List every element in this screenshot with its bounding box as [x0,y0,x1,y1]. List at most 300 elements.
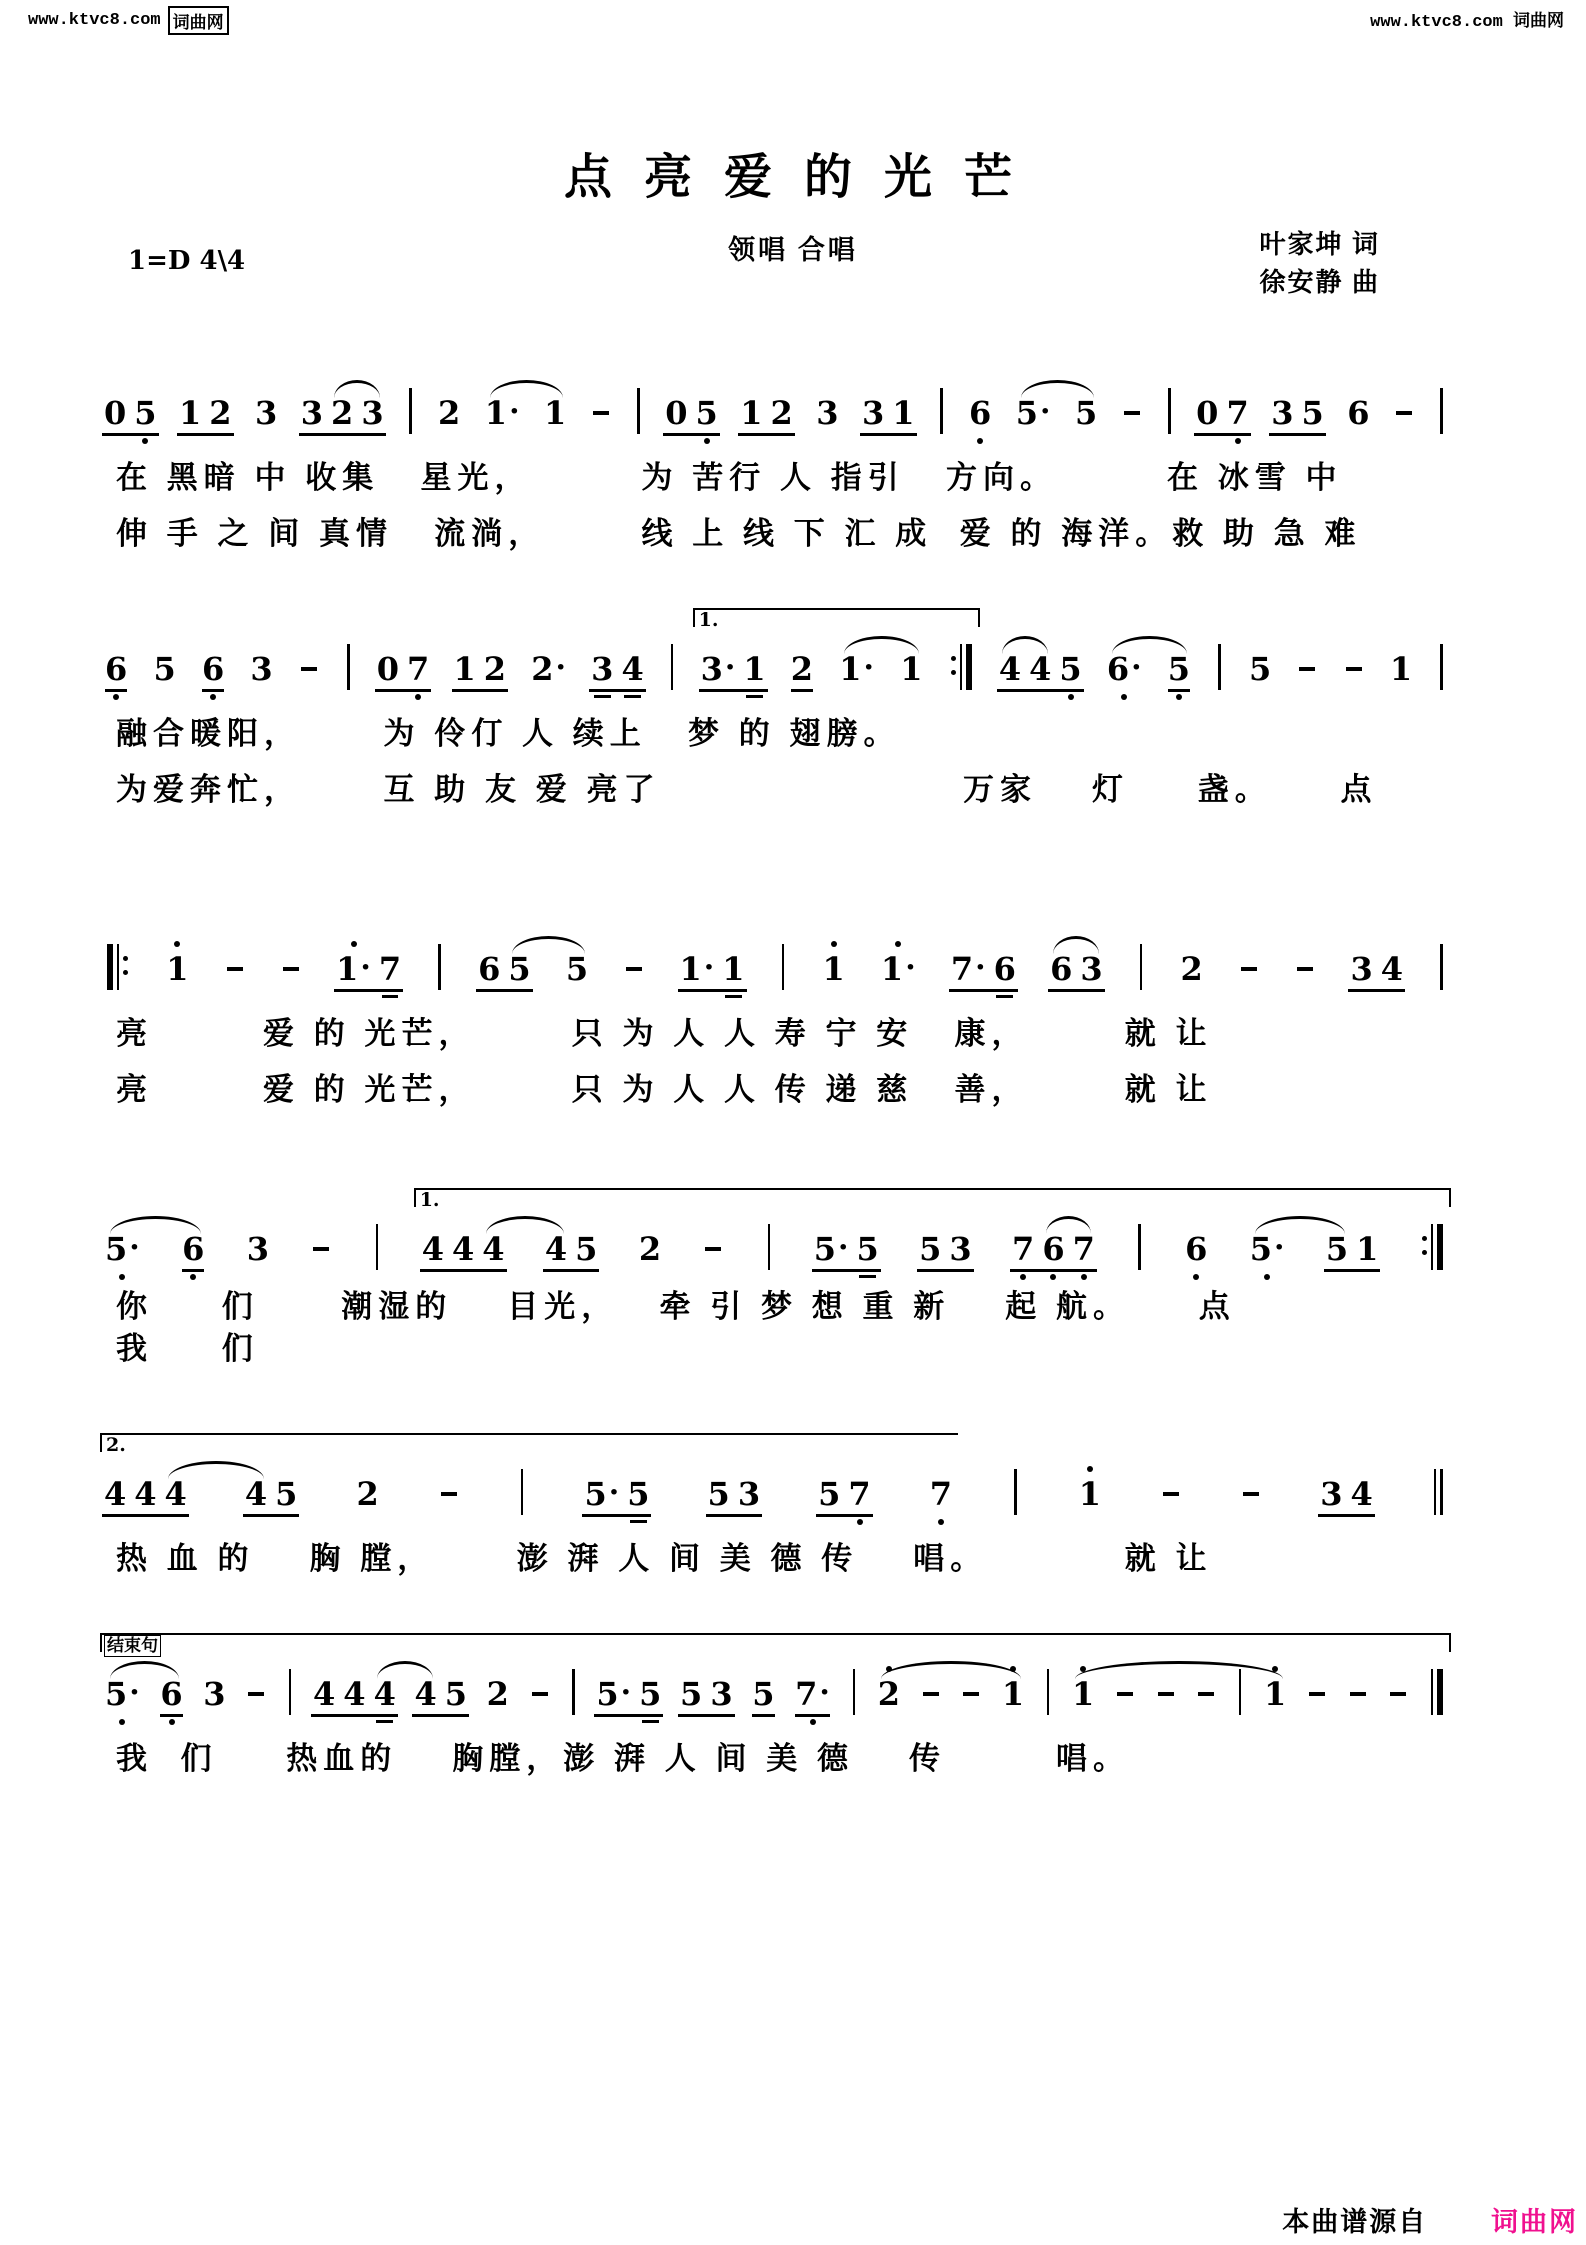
bar-thin [1440,944,1443,990]
note-digit: 1 [743,650,766,688]
note-digit: 0 [376,650,400,688]
note-digit-row [336,950,371,989]
note-digit-row [487,1675,509,1714]
note-digit-row [795,1675,830,1714]
augmentation-dot: · [838,1230,849,1265]
note [822,932,844,1006]
lyric-line: 在 黑暗 中 收集 星光， 为 苦行 人 指引 方向。 在 冰雪 中 [116,460,1343,495]
note-digit: 7 [407,650,430,688]
note-digit: 2 [356,1475,379,1513]
octave-dot-below-slot [134,1514,156,1531]
barline [1440,632,1443,706]
octave-dot-below-slot [708,1514,730,1531]
duration-dash [1297,932,1313,1006]
octave-dot-below-slot [900,689,922,706]
note-digit-row [1326,1230,1348,1269]
note [695,376,717,450]
octave-dot-above-slot [831,932,837,950]
note-digit-row [361,394,383,433]
duration-dash [593,376,609,450]
ciquwang-logo[interactable]: 词曲网 [1491,2207,1578,2237]
note [949,1212,971,1286]
note-digit: 3 [361,394,384,432]
repeat-dot [1422,1250,1427,1255]
octave-dot-below-slot [105,1714,140,1731]
note [1249,632,1271,706]
barline [1422,1212,1443,1286]
octave-dot-below-slot [722,989,744,1006]
note [1196,376,1218,450]
note-digit-row [134,1475,156,1514]
octave-dot-below-slot [680,989,715,1006]
note-digit-row [738,1475,760,1514]
bar-thin [376,1224,379,1270]
note-digit: 4 [998,650,1022,688]
barline [1431,1657,1443,1731]
beam-group [580,1457,653,1531]
note-digit: 5 [818,1475,841,1513]
note-digit: 1 [839,650,862,688]
barline [1218,632,1221,706]
music-line [100,586,1450,706]
system [100,1166,1450,1370]
lyric-line: 我 们 [116,1331,259,1366]
bar-thick [966,644,972,690]
note-digit-row [951,950,986,989]
note [313,1657,335,1731]
note-digit-row [621,650,643,689]
note-digit: 7 [848,1475,871,1513]
bar-thin [572,1669,575,1715]
repeat-dots [951,656,956,675]
octave-dot-below-slot [438,433,460,450]
barline [347,632,350,706]
bar-thin [960,644,963,690]
octave-dot-below-slot [1356,1269,1378,1286]
note-digit-row [1226,394,1248,433]
system [100,586,1450,818]
octave-dot-below-slot [584,1514,619,1531]
octave-dot-below-slot [878,1714,900,1731]
note-digit: 1 [1389,650,1413,688]
note-digit: 3 [700,650,723,688]
dash-mark [626,967,642,971]
beam-group [1346,932,1407,1006]
note [203,1657,225,1731]
note [356,1457,378,1531]
octave-dot-below-slot [105,1269,140,1286]
note-digit: 3 [1350,950,1373,988]
octave-dot-below [1081,1274,1087,1280]
octave-dot-below-slot [566,989,588,1006]
note-digit-row [665,394,687,433]
dash-mark [1346,667,1362,671]
dash-mark [248,1692,264,1696]
octave-dot-below-slot [414,1714,436,1731]
volta-label: 2. [106,1434,126,1456]
note-digit: 3 [1320,1475,1343,1513]
octave-dot-below [1176,694,1182,700]
barline [409,376,412,450]
slur-arc [881,1661,1021,1679]
bar-thin [671,644,674,690]
octave-dot-below-slot [665,433,687,450]
note-digit: 1 [880,950,904,988]
note [969,376,991,450]
note [738,1457,760,1531]
note-digit: 5 [919,1230,942,1268]
score-body [100,330,1450,1787]
augmentation-dot: · [129,1675,140,1710]
octave-dot-below-slot [1326,1269,1348,1286]
octave-dot-below [1050,1274,1056,1280]
dash-mark [1309,1692,1325,1696]
note-digit: 5 [856,1230,879,1268]
beam-group [332,932,405,1006]
dash-mark [1350,1692,1366,1696]
note [1264,1657,1286,1731]
note-digit-row [245,1475,267,1514]
dash-mark [1158,1692,1174,1696]
octave-dot-below [1193,1274,1199,1280]
octave-dot-below-slot [639,1269,661,1286]
note-digit-row [250,650,272,689]
note-digit: 2 [209,394,232,432]
dash-mark [1163,1492,1179,1496]
duration-dash [248,1657,264,1731]
note-digit-row [247,1230,269,1269]
note-digit: 5 [707,1475,730,1513]
augmentation-dot: · [863,650,874,685]
dash-mark [593,411,609,415]
note-digit-row [179,394,201,433]
note-digit-row [160,1675,182,1714]
sixteenth-underline [642,1720,659,1723]
note-digit-row [680,1675,702,1714]
note-digit: 4 [421,1230,444,1268]
octave-dot-below-slot [531,689,566,706]
note [209,376,231,450]
note-digit-row [791,650,813,689]
duration-dash [1396,376,1412,450]
note-digit-row [104,1475,126,1514]
barline [782,932,785,1006]
volta-bracket [100,1433,958,1456]
note-digit: 1 [179,394,202,432]
beam-group [810,1212,883,1286]
note [816,376,838,450]
octave-dot-below-slot [377,689,399,706]
key-signature: 1=D 4\4 [128,246,246,276]
octave-dot-below [1068,694,1074,700]
augmentation-dot: · [1040,394,1051,429]
volta-bracket [414,1188,1451,1211]
note-digit-row [818,1475,840,1514]
note [752,1657,774,1731]
duration-dash [1241,932,1257,1006]
note [1350,932,1372,1006]
octave-dot-below-slot [1080,989,1102,1006]
octave-dot-below-slot [165,1514,187,1531]
duration-dash [626,932,642,1006]
octave-dot-above [1087,1466,1093,1472]
note-digit: 3 [203,1675,226,1713]
lyric-line: 伸 手 之 间 真情 流淌， 线 上 线 下 汇 成 爱 的 海洋。救 助 急 难 [116,516,1362,551]
barline [572,1657,575,1731]
note [104,1457,126,1531]
octave-dot-above-slot [895,932,901,950]
beam-group [587,632,648,706]
beam-group [1316,1457,1377,1531]
bar-thin [1168,388,1171,434]
note-digit-row [900,650,922,689]
octave-dot-below-slot [484,689,506,706]
dash-mark [1241,967,1257,971]
note-digit-row [1075,394,1097,433]
watermark-top-right: www.ktvc8.com 词曲网 [1370,13,1564,32]
octave-dot-below [810,1719,816,1725]
note-digit: 6 [201,650,225,688]
note-digit: 4 [164,1475,187,1513]
note-digit-row [313,1675,335,1714]
octave-dot-below [1121,694,1127,700]
note [247,1212,269,1286]
bar-thin [853,1669,856,1715]
dash-mark [1117,1692,1133,1696]
note-digit: 4 [451,1230,475,1268]
octave-dot-below-slot [771,433,793,450]
note-digit: 1 [1264,1675,1287,1713]
note-digit-row [452,1230,474,1269]
octave-dot-below-slot [1042,1269,1064,1286]
note-digit: 1 [544,394,567,432]
repeat-dot [1422,1236,1427,1241]
octave-dot-above [895,941,901,947]
bar-thin [1047,1669,1050,1715]
barline [951,632,972,706]
dash-mark [1124,411,1140,415]
duration-dash [441,1457,457,1531]
octave-dot-below-slot [1016,433,1051,450]
octave-dot-below-slot [795,1714,830,1731]
octave-dot-below-slot [710,1714,732,1731]
note-digit: 2 [486,1675,509,1713]
note [343,1657,365,1731]
note-digit-row [566,950,588,989]
note [301,376,323,450]
note-digit: 7 [1226,394,1249,432]
note [336,932,371,1006]
sixteenth-underline [630,1520,647,1523]
bar-thin [521,1469,524,1515]
note-digit: 3 [300,394,324,432]
note-digit-row [1059,650,1081,689]
music-line [100,886,1450,1006]
volta-bracket [693,608,980,631]
note [951,932,986,1006]
dash-mark [923,1692,939,1696]
song-title: 点 亮 爱 的 光 芒 [563,151,1022,204]
note-digit-row [1073,1230,1095,1269]
note-digit-row [454,650,476,689]
octave-dot-below-slot [822,989,844,1006]
bar-thin [1440,1469,1443,1515]
octave-dot-below-slot [1350,1514,1372,1531]
octave-dot-below-slot [999,689,1021,706]
note-digit-row [379,950,401,989]
note [454,632,476,706]
note-digit-row [839,650,874,689]
duration-dash [301,632,317,706]
octave-dot-below [1020,1274,1026,1280]
note-digit: 1 [679,950,702,988]
duration-dash [313,1212,329,1286]
note [862,376,884,450]
octave-dot-below-slot [485,433,520,450]
note-digit: 2 [1180,950,1203,988]
barline [637,376,640,450]
note [639,1212,661,1286]
dash-mark [1390,1692,1406,1696]
note-digit-row [722,950,744,989]
note-digit-row [1181,950,1203,989]
repeat-dot [123,970,128,975]
note-digit: 1 [1356,1230,1379,1268]
bar-thin [940,388,943,434]
note [153,632,175,706]
note-digit-row [531,650,566,689]
note-digit: 5 [105,1675,128,1713]
note-digit-row [743,650,765,689]
note-digit: 5 [565,950,589,988]
octave-dot-below-slot [202,689,224,706]
octave-dot-below-slot [1107,689,1142,706]
note [104,376,126,450]
sixteenth-underline [382,995,399,998]
note-digit: 6 [1042,1230,1065,1268]
note-digit-row [814,1230,849,1269]
duration-dash [227,932,243,1006]
augmentation-dot: · [129,1230,140,1265]
note [1012,1212,1034,1286]
octave-dot-below-slot [313,1714,335,1731]
note-digit-row [930,1475,952,1514]
note-digit: 2 [770,394,793,432]
octave-dot-below-slot [179,433,201,450]
note-digit-row [639,1230,661,1269]
augmentation-dot: · [905,950,916,985]
note-digit: 5 [584,1475,607,1513]
note-digit-row [1016,394,1051,433]
note-digit-row [1381,950,1403,989]
note [452,1212,474,1286]
beam-group [1192,376,1253,450]
note-digit-row [680,950,715,989]
note [422,1212,444,1286]
augmentation-dot: · [620,1675,632,1710]
augmentation-dot: · [703,950,715,985]
note-digit-row [862,394,884,433]
note-digit: 6 [478,950,501,988]
note [680,932,715,1006]
octave-dot-below-slot [361,433,383,450]
note-digit-row [575,1230,597,1269]
bar-thin [1218,644,1221,690]
octave-dot-below-slot [575,1269,597,1286]
lyric-line: 为爱奔忙， 互 助 友 爱 亮了 万家 灯 盏。 点 [116,772,1378,807]
lyric-line: 融合暖阳， 为 伶仃 人 续上 梦 的 翅膀。 [116,716,901,751]
note-digit: 2 [438,394,461,432]
octave-dot-below-slot [951,989,986,1006]
note-digit-row [822,950,844,989]
note [1271,376,1293,450]
octave-dot-below-slot [639,1714,661,1731]
note-digit: 5 [627,1475,650,1513]
barline [438,932,441,1006]
note-digit: 2 [331,394,354,432]
note-digit: 3 [710,1675,733,1713]
octave-dot-below [169,1719,175,1725]
source-note: 本曲谱源自 [1282,2207,1428,2237]
beam-group [450,632,511,706]
note-digit: 3 [1271,394,1294,432]
repeat-dot [951,656,956,661]
octave-dot-below-slot [336,989,371,1006]
octave-dot-below-slot [1226,433,1248,450]
octave-dot-below-slot [356,1514,378,1531]
octave-dot-below [1235,438,1241,444]
octave-dot-below [704,438,710,444]
slur-arc [1075,1661,1283,1679]
barline [671,632,674,706]
lyricist: 叶家坤 词 [1259,230,1380,259]
note-digit-row [478,950,500,989]
note [1320,1457,1342,1531]
note [665,376,687,450]
note-digit: 6 [105,650,128,688]
music-line [100,1166,1450,1286]
system [100,1411,1450,1587]
octave-dot-below-slot [627,1514,649,1531]
octave-dot-below-slot [301,433,323,450]
octave-dot-below-slot [1249,689,1271,706]
note-digit: 5 [596,1675,619,1713]
octave-dot-below-slot [1059,689,1081,706]
note-digit-row [701,650,736,689]
note-digit-row [771,394,793,433]
octave-dot-below-slot [1002,1714,1024,1731]
octave-dot-below-slot [1350,989,1372,1006]
note [710,1657,732,1731]
note-digit-row [105,650,127,689]
sixteenth-underline [624,695,641,698]
note-digit: 7 [929,1475,953,1513]
octave-dot-below-slot [862,433,884,450]
dash-mark [1297,967,1313,971]
note-digit: 1 [892,394,915,432]
note-digit: 4 [414,1675,437,1713]
note [1347,376,1369,450]
lyric-line: 亮 爱 的 光芒， 只 为 人 人 传 递 慈 善， 就 让 [116,1072,1213,1107]
note-digit: 7 [378,950,402,988]
note-digit: 4 [1350,1475,1373,1513]
note [994,932,1016,1006]
bar-thin [1140,944,1143,990]
octave-dot-below-slot [1181,989,1203,1006]
octave-dot-below-slot [1012,1269,1034,1286]
dash-mark [532,1692,548,1696]
note-digit: 2 [531,650,554,688]
